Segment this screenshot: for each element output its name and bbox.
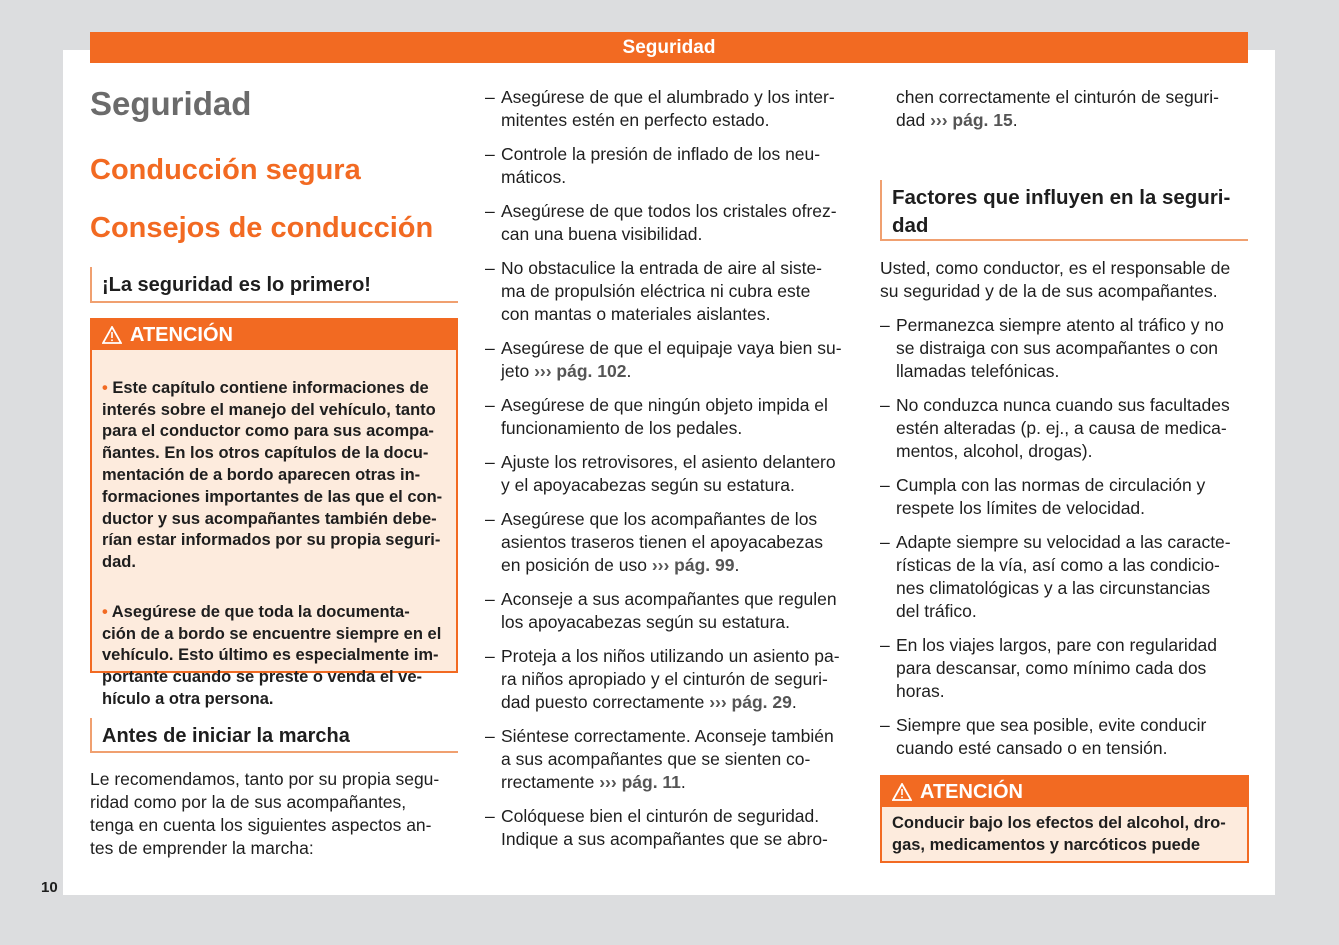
list-item (880, 314, 1248, 383)
dash-bullet-icon: – (880, 715, 890, 735)
section-heading-safety-factors: Factores que influyen en la seguri- dad (880, 180, 1248, 241)
bullet-icon: • (102, 602, 112, 621)
warning-header (882, 777, 1247, 807)
warning-box (90, 318, 458, 708)
list-item-text: Ajuste los retrovisores, el asiento delantero y el apoyacabezas según su estatura. (501, 452, 836, 495)
intro-paragraph: Le recomendamos, tanto por su propia segu- ridad como por la de sus acompañantes, tenga en cuenta los siguientes aspectos an- tes de emprender la marcha: (90, 769, 440, 858)
continuation-body: chen correctamente el cinturón de seguri- dad (896, 87, 1219, 130)
warning-triangle-icon (102, 326, 122, 344)
list-item-end: . (626, 361, 632, 381)
page-number: 10 (41, 879, 58, 896)
list-item (880, 474, 1248, 520)
dash-bullet-icon: – (485, 806, 495, 826)
list-item (485, 200, 853, 246)
list-item-text: Permanezca siempre atento al tráfico y no se distraiga con sus acompañantes o con llamadas telefónicas. (896, 315, 1224, 381)
list-item-text: Aconseje a sus acompañantes que regulen los apoyacabezas según su estatura. (501, 589, 837, 632)
list-item (485, 508, 853, 577)
dash-bullet-icon: – (880, 532, 890, 552)
list-item-text: No conduzca nunca cuando sus facultades estén alteradas (p. ej., a causa de medica- mentos, alcohol, drogas). (896, 395, 1230, 461)
list-item (485, 725, 853, 794)
dash-bullet-icon: – (485, 338, 495, 358)
page-reference-link[interactable]: ››› pág. 15 (930, 110, 1013, 130)
warning-label: ATENCIÓN (130, 324, 233, 346)
list-item-text: Siempre que sea posible, evite conducir cuando esté cansado o en tensión. (896, 715, 1207, 758)
list-item-text: Controle la presión de inflado de los neu- máticos. (501, 144, 821, 187)
section-heading-safety-first: ¡La seguridad es lo primero! (90, 267, 458, 303)
list-item-text: Asegúrese que los acompañantes de los asientos traseros tienen el apoyacabezas en posición de uso (501, 509, 824, 575)
list-item-text: Asegúrese de que ningún objeto impida el funcionamiento de los pedales. (501, 395, 828, 438)
page-reference-link[interactable]: ››› pág. 99 (651, 555, 735, 575)
dash-bullet-icon: – (485, 646, 495, 666)
dash-bullet-icon: – (880, 395, 890, 415)
continuation-text (896, 86, 1264, 132)
page-reference-link[interactable]: ››› pág. 11 (599, 772, 681, 792)
warning-text: Conducir bajo los efectos del alcohol, dro- gas, medicamentos y narcóticos puede (892, 814, 1226, 854)
list-item-end: . (791, 692, 797, 712)
list-item-end: . (734, 555, 740, 575)
warning-bullet-text: Este capítulo contiene informaciones de interés sobre el manejo del vehículo, tanto para el conductor como para sus acompa- ñantes. En los otros capítulos de la docu- mentación de a bordo aparecen otras in- formaciones importantes de las que el con- ductor y sus acompañantes también debe- rían estar informados por su propia seguri- dad. (102, 378, 443, 572)
continuation-end: . (1012, 110, 1018, 130)
warning-label: ATENCIÓN (920, 781, 1023, 803)
list-item (485, 257, 853, 326)
list-item (485, 86, 853, 132)
list-item-text: Adapte siempre su velocidad a las caracte- rísticas de la vía, así como a las condicio- nes climatológicas y a las circunstancias del tráfico. (896, 532, 1231, 621)
dash-bullet-icon: – (485, 201, 495, 221)
warning-bullet (102, 602, 446, 711)
list-item (485, 645, 853, 714)
list-item-end: . (680, 772, 686, 792)
list-item (880, 634, 1248, 703)
list-item (485, 143, 853, 189)
list-item-text: Asegúrese de que el equipaje vaya bien su- jeto (501, 338, 842, 381)
section-heading-before-driving: Antes de iniciar la marcha (90, 718, 458, 753)
dash-bullet-icon: – (880, 315, 890, 335)
list-item (485, 394, 853, 440)
list-item (485, 805, 853, 851)
dash-bullet-icon: – (485, 87, 495, 107)
list-item-text: Colóquese bien el cinturón de seguridad. Indique a sus acompañantes que se abro- (501, 806, 828, 849)
list-item (880, 531, 1248, 623)
list-item-text: En los viajes largos, pare con regularidad para descansar, como mínimo cada dos horas. (896, 635, 1218, 701)
dash-bullet-icon: – (880, 635, 890, 655)
list-item (485, 451, 853, 497)
list-item-text: Cumpla con las normas de circulación y respete los límites de velocidad. (896, 475, 1206, 518)
dash-bullet-icon: – (485, 395, 495, 415)
list-item-text: Siéntese correctamente. Aconseje también a sus acompañantes que se sienten co- rrectamente (501, 726, 834, 792)
page-reference-link[interactable]: ››› pág. 29 (709, 692, 792, 712)
list-item (485, 588, 853, 634)
list-item-text: Asegúrese de que todos los cristales ofrez- can una buena visibilidad. (501, 201, 837, 244)
warning-header (92, 320, 456, 350)
warning-bullet-text: Asegúrese de que toda la documenta- ción de a bordo se encuentre siempre en el vehículo. Esto último es especialmente im- portante cuando se preste o venda el ve- hículo a otra persona. (102, 602, 442, 708)
list-item (880, 714, 1248, 760)
warning-bullet (102, 378, 446, 574)
dash-bullet-icon: – (485, 144, 495, 164)
factors-paragraph: Usted, como conductor, es el responsable de su seguridad y de la de sus acompañantes. (880, 258, 1231, 301)
dash-bullet-icon: – (485, 452, 495, 472)
page-reference-link[interactable]: ››› pág. 102 (534, 361, 627, 381)
bullet-icon: • (102, 378, 113, 397)
dash-bullet-icon: – (485, 258, 495, 278)
checklist-before-driving (485, 86, 853, 862)
warning-box-alcohol (880, 775, 1249, 863)
safety-factors-list (880, 314, 1248, 771)
subchapter-title: Consejos de conducción (90, 212, 434, 244)
dash-bullet-icon: – (880, 475, 890, 495)
dash-bullet-icon: – (485, 589, 495, 609)
chapter-title: Conducción segura (90, 154, 361, 186)
list-item (880, 394, 1248, 463)
warning-triangle-icon (892, 783, 912, 801)
list-item (485, 337, 853, 383)
list-item-text: No obstaculice la entrada de aire al siste- ma de propulsión eléctrica ni cubra este con mantas o materiales aislantes. (501, 258, 823, 324)
list-item-text: Asegúrese de que el alumbrado y los inter- mitentes estén en perfecto estado. (501, 87, 835, 130)
section-header: Seguridad (90, 32, 1248, 63)
page-title: Seguridad (90, 85, 252, 122)
dash-bullet-icon: – (485, 726, 495, 746)
dash-bullet-icon: – (485, 509, 495, 529)
list-item-text: Proteja a los niños utilizando un asiento pa- ra niños apropiado y el cinturón de seguri- dad puesto correctamente (501, 646, 840, 712)
